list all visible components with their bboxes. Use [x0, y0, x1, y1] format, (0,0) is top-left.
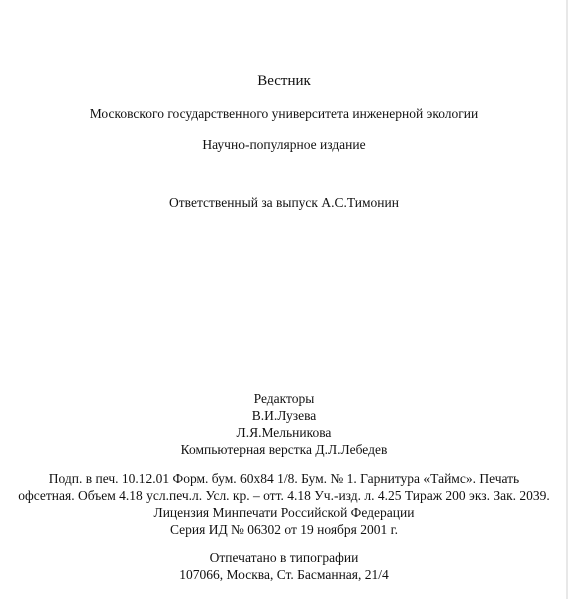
layout-credit: Компьютерная верстка Д.Л.Лебедев [180, 442, 388, 457]
journal-title: Вестник [257, 73, 311, 89]
imprint-line: Лицензия Минпечати Российской Федерации [153, 505, 415, 520]
printing-line: Отпечатано в типографии [209, 550, 359, 565]
imprint-line: Серия ИД № 06302 от 19 ноября 2001 г. [169, 522, 399, 537]
journal-subtitle: Московского государственного университета инженерной экологии [89, 106, 479, 121]
edition-type: Научно-популярное издание [202, 137, 366, 152]
editor-name: Л.Я.Мельникова [236, 425, 332, 440]
editors-label: Редакторы [253, 391, 315, 406]
editor-name: В.И.Лузева [251, 408, 317, 423]
credits-block [0, 390, 568, 458]
printing-block [0, 549, 568, 583]
printing-address: 107066, Москва, Ст. Басманная, 21/4 [179, 567, 389, 582]
imprint-line: Подп. в печ. 10.12.01 Форм. бум. 60x84 1/8. Бум. № 1. Гарнитура «Таймс». Печать [48, 471, 520, 486]
imprint-block [0, 470, 568, 538]
imprint-line: офсетная. Объем 4.18 усл.печ.л. Усл. кр. – отт. 4.18 Уч.-изд. л. 4.25 Тираж 200 экз. Зак. 2039. [18, 488, 550, 503]
responsible-editor: Ответственный за выпуск А.С.Тимонин [169, 195, 399, 210]
